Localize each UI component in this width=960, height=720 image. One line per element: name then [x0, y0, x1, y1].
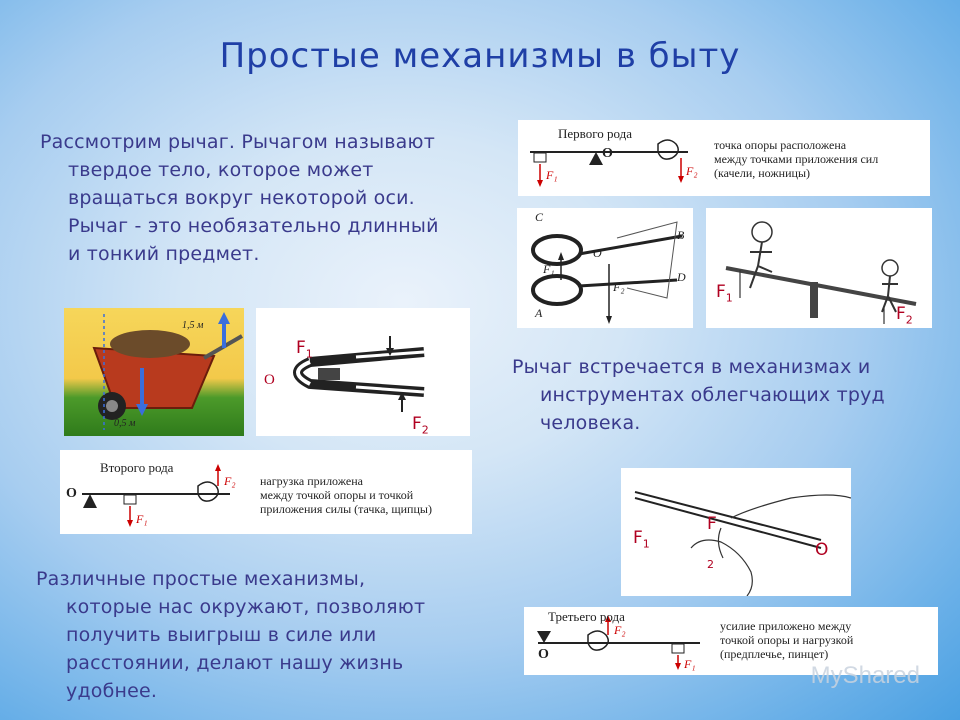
scissors-label-b: B: [677, 228, 685, 242]
summary-paragraph: [36, 565, 506, 705]
wheelbarrow-length-long: 1,5 м: [182, 320, 204, 331]
wheelbarrow-length-short: 0,5 м: [114, 418, 136, 429]
tweezers-o-label: O: [815, 540, 829, 560]
intro-paragraph: [40, 128, 510, 268]
lever-third-kind-desc-1: усилие приложено между: [720, 619, 852, 633]
tongs-drawing: [256, 308, 470, 436]
lever-second-kind-heading: Второго рода: [100, 460, 174, 475]
lever-first-kind-description: [714, 138, 878, 180]
summary-line-4: расстоянии, делают нашу жизнь: [66, 652, 404, 674]
lever-first-kind-desc-2: между точками приложения сил: [714, 152, 879, 166]
lever-second-kind-desc-3: приложения силы (тачка, щипцы): [260, 502, 432, 516]
tweezers-picture: [621, 468, 851, 596]
tongs-o-label: O: [264, 372, 275, 388]
lever-first-kind-heading: Первого рода: [558, 126, 632, 141]
lever-third-kind-f1: F₁: [684, 657, 696, 671]
lever-second-kind-desc-1: нагрузка приложена: [260, 474, 363, 488]
intro-line-5: и тонкий предмет.: [68, 243, 260, 265]
lever-first-kind-f2: F₂: [686, 164, 698, 178]
wheelbarrow-picture: [64, 308, 244, 436]
lever-second-kind-f2: F₂: [224, 474, 236, 488]
tweezers-f1-label: $F_1$: [633, 528, 650, 551]
tongs-f2-label: $F_2$: [412, 414, 429, 436]
lever-first-kind-diagram: [518, 120, 930, 196]
lever-second-kind-description: [260, 474, 432, 516]
lever-third-kind-desc-2: точкой опоры и нагрузкой: [720, 633, 854, 647]
summary-line-5: удобнее.: [66, 680, 158, 702]
scissors-label-o: O: [593, 246, 602, 260]
lever-second-kind-f1: F₁: [136, 512, 148, 526]
scissors-label-d: D: [677, 270, 686, 284]
tongs-picture: [256, 308, 470, 436]
watermark: MyShared: [810, 662, 920, 689]
lever-first-kind-desc-3: (качели, ножницы): [714, 166, 810, 180]
scissors-label-f2: F₂: [613, 280, 625, 294]
seesaw-f1-label: $F_1$: [716, 282, 733, 305]
intro-line-1: Рассмотрим рычаг. Рычагом называют: [40, 131, 435, 153]
lever-third-kind-o: O: [538, 647, 549, 662]
intro-line-2: твердое тело, которое может: [68, 159, 374, 181]
tweezers-f-sub-label: 2: [707, 558, 714, 571]
lever-third-kind-desc-3: (предплечье, пинцет): [720, 647, 829, 661]
intro-line-4: Рычаг - это необязательно длинный: [68, 215, 439, 237]
wheelbarrow-drawing: [64, 308, 244, 436]
summary-line-2: которые нас окружают, позволяют: [66, 596, 426, 618]
scissors-label-a: A: [535, 306, 543, 320]
summary-line-3: получить выигрыш в силе или: [66, 624, 377, 646]
lever-third-kind-f2: F₂: [614, 623, 626, 637]
usage-line-2: инструментах облегчающих труд: [540, 384, 885, 406]
tweezers-f-label: F: [707, 514, 717, 534]
lever-second-kind-desc-2: между точкой опоры и точкой: [260, 488, 414, 502]
intro-line-3: вращаться вокруг некоторой оси.: [68, 187, 415, 209]
tongs-f1-label: $F_1$: [296, 338, 313, 361]
scissors-label-c: C: [535, 210, 544, 224]
lever-first-kind-o: O: [602, 146, 613, 161]
seesaw-f2-label: $F_2$: [896, 304, 913, 327]
page-title: Простые механизмы в быту: [219, 36, 741, 76]
usage-line-3: человека.: [540, 412, 641, 434]
scissors-diagram: [517, 208, 693, 328]
usage-paragraph: [512, 353, 942, 437]
lever-second-kind-diagram: [60, 450, 472, 534]
tweezers-drawing: [621, 468, 851, 596]
usage-line-1: Рычаг встречается в механизмах и: [512, 356, 871, 378]
scissors-label-f1: F₁: [543, 262, 555, 276]
lever-third-kind-description: [720, 619, 853, 661]
lever-third-kind-heading: Третьего рода: [548, 609, 625, 624]
lever-second-kind-o: O: [66, 486, 77, 501]
lever-first-kind-f1: F₁: [546, 168, 558, 182]
lever-first-kind-desc-1: точка опоры расположена: [714, 138, 847, 152]
summary-line-1: Различные простые механизмы,: [36, 568, 366, 590]
seesaw-picture: [706, 208, 932, 328]
